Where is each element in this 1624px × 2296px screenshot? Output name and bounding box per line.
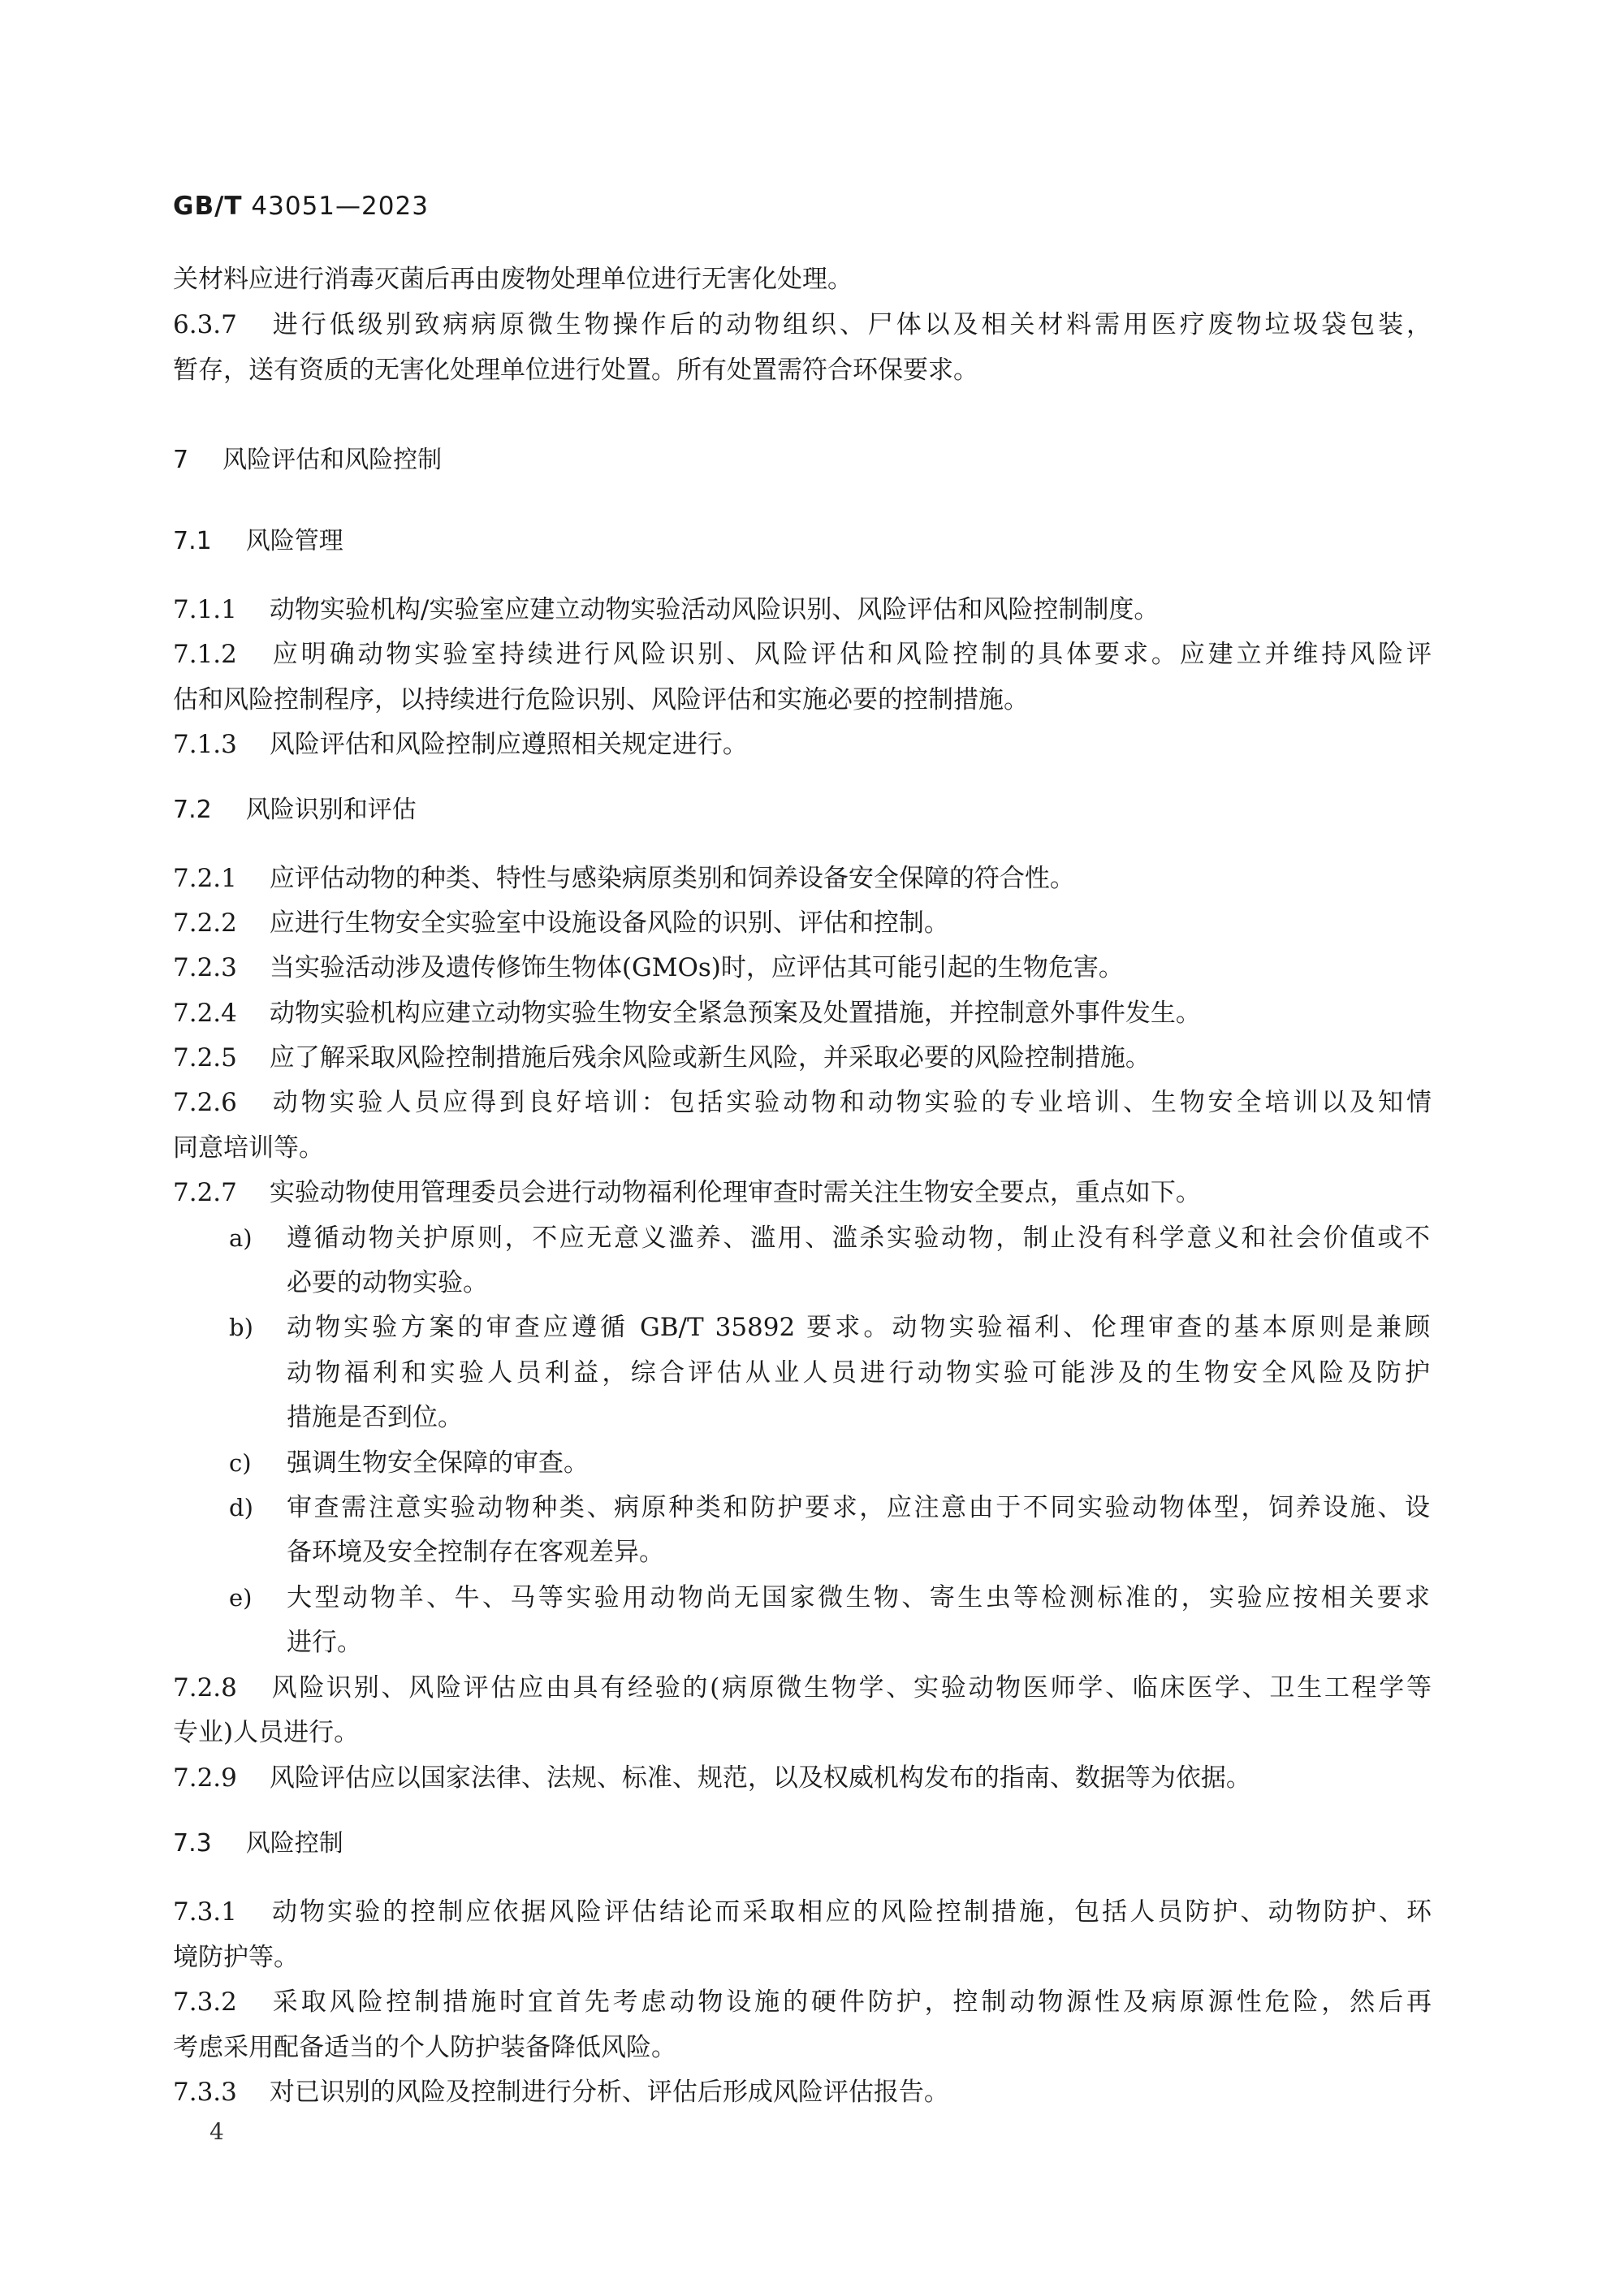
list-item-e-cont: 进行。 — [287, 1628, 362, 1657]
standard-number: 43051—2023 — [251, 192, 429, 221]
standard-code: GB/T — [173, 192, 243, 221]
clause-7-2-9: 7.2.9 风险评估应以国家法律、法规、标准、规范，以及权威机构发布的指南、数据等为依据。 — [173, 1763, 1251, 1793]
list-item-b-cont: 动物福利和实验人员利益，综合评估从业人员进行动物实验可能涉及的生物安全风险及防护 — [287, 1358, 1430, 1388]
clause-7-1-3: 7.1.3 风险评估和风险控制应遵照相关规定进行。 — [173, 730, 748, 759]
clause-7-3-3: 7.3.3 对已识别的风险及控制进行分析、评估后形成风险评估报告。 — [173, 2078, 949, 2107]
list-item-d: 审查需注意实验动物种类、病原种类和防护要求，应注意由于不同实验动物体型，饲养设施、设 — [287, 1493, 1430, 1522]
clause-7-2-8: 7.2.8 风险识别、风险评估应由具有经验的(病原微生物学、实验动物医师学、临床医学、卫生工程学等 — [173, 1673, 1432, 1703]
clause-7-2-2: 7.2.2 应进行生物安全实验室中设施设备风险的识别、评估和控制。 — [173, 908, 949, 938]
body-line: 暂存，送有资质的无害化处理单位进行处置。所有处置需符合环保要求。 — [173, 356, 978, 385]
page-number: 4 — [209, 2118, 224, 2145]
clause-7-1-1: 7.1.1 动物实验机构/实验室应建立动物实验活动风险识别、风险评估和风险控制制度。 — [173, 595, 1160, 624]
body-line: 估和风险控制程序，以持续进行危险识别、风险评估和实施必要的控制措施。 — [173, 685, 1029, 714]
clause-number: 6.3.7 — [173, 310, 237, 339]
list-item-c: 强调生物安全保障的审查。 — [287, 1448, 589, 1478]
clause-7-2-7: 7.2.7 实验动物使用管理委员会进行动物福利伦理审查时需关注生物安全要点，重点如下。 — [173, 1178, 1201, 1207]
list-label-d: d) — [229, 1494, 253, 1521]
body-line: 同意培训等。 — [173, 1133, 324, 1163]
list-label-e: e) — [229, 1584, 253, 1612]
clause-7-2-4: 7.2.4 动物实验机构应建立动物实验生物安全紧急预案及处置措施，并控制意外事件发生。 — [173, 999, 1201, 1028]
list-item-b-cont: 措施是否到位。 — [287, 1403, 463, 1432]
clause-7-2-1: 7.2.1 应评估动物的种类、特性与感染病原类别和饲养设备安全保障的符合性。 — [173, 864, 1075, 893]
standard-header — [173, 192, 429, 221]
clause-7-3-1: 7.3.1 动物实验的控制应依据风险评估结论而采取相应的风险控制措施，包括人员防护、动物防护、环 — [173, 1897, 1432, 1927]
body-line: 考虑采用配备适当的个人防护装备降低风险。 — [173, 2033, 676, 2062]
list-item-a: 遵循动物关护原则，不应无意义滥养、滥用、滥杀实验动物，制止没有科学意义和社会价值或不 — [287, 1224, 1430, 1253]
list-label-c: c) — [229, 1449, 252, 1477]
clause-7-2-6: 7.2.6 动物实验人员应得到良好培训：包括实验动物和动物实验的专业培训、生物安全培训以及知情 — [173, 1088, 1432, 1117]
body-line: 专业)人员进行。 — [173, 1718, 360, 1747]
clause-7-2-5: 7.2.5 应了解采取风险控制措施后残余风险或新生风险，并采取必要的风险控制措施。 — [173, 1043, 1151, 1072]
body-line: 关材料应进行消毒灭菌后再由废物处理单位进行无害化处理。 — [173, 265, 853, 294]
clause-7-1-2: 7.1.2 应明确动物实验室持续进行风险识别、风险评估和风险控制的具体要求。应建立并维持风险评 — [173, 640, 1432, 669]
clause-6-3-7: 6.3.7 进行低级别致病病原微生物操作后的动物组织、尸体以及相关材料需用医疗废物垃圾袋包装， — [173, 310, 1432, 339]
clause-7-3-2: 7.3.2 采取风险控制措施时宜首先考虑动物设施的硬件防护，控制动物源性及病原源性危险，然后再 — [173, 1987, 1432, 2017]
section-heading-7: 7 风险评估和风险控制 — [173, 446, 443, 474]
list-item-d-cont: 备环境及安全控制存在客观差异。 — [287, 1538, 664, 1567]
list-label-b: b) — [229, 1314, 253, 1341]
list-item-a-cont: 必要的动物实验。 — [287, 1268, 488, 1297]
body-line: 境防护等。 — [173, 1943, 299, 1972]
list-item-e: 大型动物羊、牛、马等实验用动物尚无国家微生物、寄生虫等检测标准的，实验应按相关要求 — [287, 1583, 1430, 1612]
clause-7-2-3: 7.2.3 当实验活动涉及遗传修饰生物体(GMOs)时，应评估其可能引起的生物危害。 — [173, 953, 1124, 982]
section-heading-7-1: 7.1 风险管理 — [173, 527, 343, 555]
list-label-a: a) — [229, 1224, 253, 1252]
list-item-b: 动物实验方案的审查应遵循 GB/T 35892 要求。动物实验福利、伦理审查的基本原则是兼顾 — [287, 1313, 1430, 1342]
section-heading-7-2: 7.2 风险识别和评估 — [173, 796, 417, 824]
section-heading-7-3: 7.3 风险控制 — [173, 1829, 343, 1858]
